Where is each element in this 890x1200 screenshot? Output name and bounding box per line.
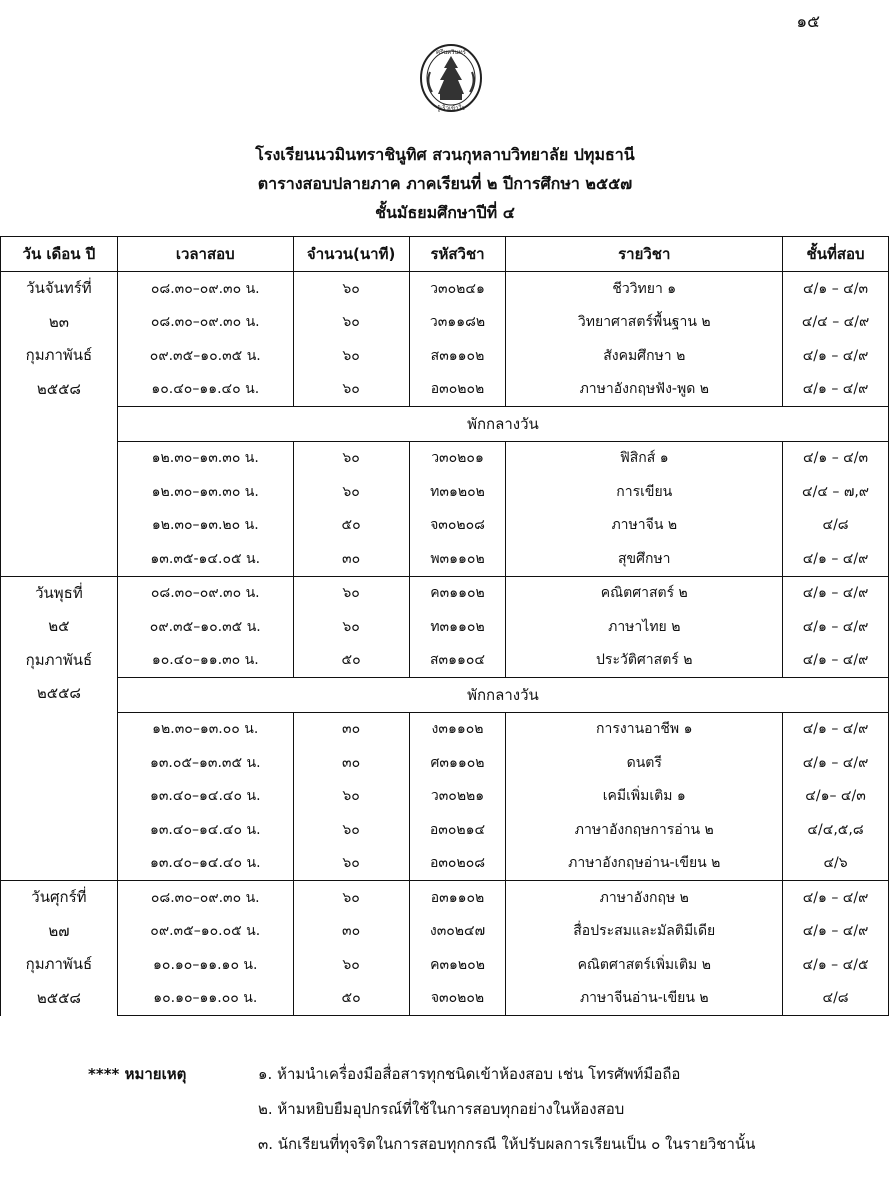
svg-text:ศรีนครินทร์: ศรีนครินทร์ [436,49,466,56]
table-row [1,982,889,1016]
cell-subject: ภาษาอังกฤษอ่าน-เขียน ๒ [506,847,783,881]
cell-code: ว๓๐๒๒๑ [409,780,506,814]
cell-minutes: ๕๐ [293,644,409,678]
cell-code: จ๓๐๒๐๒ [409,982,506,1016]
exam-date-line: ๒๕ [48,617,70,635]
cell-minutes: ๖๐ [293,441,409,475]
cell-subject: ดนตรี [506,746,783,780]
cell-subject: ภาษาอังกฤษ ๒ [506,881,783,915]
cell-minutes: ๖๐ [293,948,409,982]
cell-code: อ๓๐๒๐๒ [409,373,506,407]
cell-subject: การเขียน [506,475,783,509]
lunch-break-row [1,678,889,713]
table-row [1,475,889,509]
table-row [1,746,889,780]
exam-date-cell [1,881,118,1016]
cell-subject: ชีววิทยา ๑ [506,272,783,306]
cell-code: ส๓๑๑๐๒ [409,339,506,373]
cell-time: ๑๓.๓๕-๑๔.๐๕ น. [117,542,293,576]
table-row [1,576,889,610]
exam-date-line: ๒๕๕๘ [36,684,81,702]
table-row [1,272,889,306]
cell-minutes: ๓๐ [293,746,409,780]
cell-code: ค๓๑๑๐๒ [409,576,506,610]
cell-subject: สุขศึกษา [506,542,783,576]
cell-classes: ๔/๑ – ๔/๙ [783,576,889,610]
table-row [1,542,889,576]
table-row [1,306,889,340]
cell-subject: คณิตศาสตร์ ๒ [506,576,783,610]
cell-code: ว๓๐๒๐๑ [409,441,506,475]
cell-code: ศ๓๑๑๐๒ [409,746,506,780]
cell-code: อ๓๐๒๑๔ [409,813,506,847]
note-item: ๓. นักเรียนที่ทุจริตในการสอบทุกกรณี ให้ปรับผลการเรียนเป็น ๐ ในรายวิชานั้น [258,1135,756,1153]
cell-subject: ภาษาไทย ๒ [506,610,783,644]
cell-minutes: ๖๐ [293,339,409,373]
cell-subject: สังคมศึกษา ๒ [506,339,783,373]
cell-classes: ๔/๑ – ๔/๙ [783,542,889,576]
cell-minutes: ๖๐ [293,306,409,340]
cell-minutes: ๖๐ [293,881,409,915]
cell-minutes: ๕๐ [293,982,409,1016]
cell-minutes: ๖๐ [293,813,409,847]
exam-schedule-table [0,236,889,1016]
cell-code: ท๓๑๒๐๒ [409,475,506,509]
svg-text:รู้เร็วเข้าใจ: รู้เร็วเข้าใจ [437,105,465,112]
cell-time: ๑๐.๔๐–๑๑.๓๐ น. [117,644,293,678]
cell-time: ๑๓.๔๐–๑๔.๔๐ น. [117,780,293,814]
cell-code: ง๓๑๑๐๒ [409,712,506,746]
exam-date-line: ๒๕๕๘ [36,379,81,398]
cell-minutes: ๖๐ [293,610,409,644]
cell-time: ๐๙.๓๕–๑๐.๓๕ น. [117,339,293,373]
exam-date-cell [1,272,118,577]
cell-code: อ๓๐๒๐๘ [409,847,506,881]
cell-code: ส๓๑๑๐๔ [409,644,506,678]
cell-classes: ๔/๑ – ๔/๙ [783,881,889,915]
cell-subject: ประวัติศาสตร์ ๒ [506,644,783,678]
cell-code: ว๓๐๒๔๑ [409,272,506,306]
cell-code: อ๓๑๑๐๒ [409,881,506,915]
cell-minutes: ๖๐ [293,847,409,881]
cell-classes: ๔/๑ – ๔/๙ [783,712,889,746]
cell-code: จ๓๐๒๐๘ [409,509,506,543]
exam-date-line: ๒๓ [48,312,69,331]
cell-classes: ๔/๘ [783,982,889,1016]
cell-classes: ๔/๔ – ๗,๙ [783,475,889,509]
cell-classes: ๔/๖ [783,847,889,881]
cell-subject: สื่อประสมและมัลติมีเดีย [506,915,783,949]
column-header: วัน เดือน ปี [1,237,118,272]
cell-classes: ๔/๑ – ๔/๙ [783,373,889,407]
cell-code: พ๓๑๑๐๒ [409,542,506,576]
grade-title: ชั้นมัธยมศึกษาปีที่ ๔ [375,203,515,222]
cell-time: ๑๐.๑๐–๑๑.๑๐ น. [117,948,293,982]
cell-time: ๐๙.๓๕–๑๐.๓๕ น. [117,610,293,644]
cell-time: ๐๙.๓๕–๑๐.๐๕ น. [117,915,293,949]
cell-time: ๑๓.๔๐–๑๔.๔๐ น. [117,847,293,881]
table-row [1,712,889,746]
table-row [1,948,889,982]
cell-classes: ๔/๑ – ๔/๕ [783,948,889,982]
table-row [1,915,889,949]
table-row [1,373,889,407]
cell-minutes: ๖๐ [293,780,409,814]
cell-time: ๑๓.๔๐–๑๔.๔๐ น. [117,813,293,847]
cell-time: ๐๘.๓๐–๐๙.๓๐ น. [117,881,293,915]
column-header: ชั้นที่สอบ [783,237,889,272]
exam-date-line: ๒๕๕๘ [36,988,81,1007]
cell-time: ๐๘.๓๐–๐๙.๓๐ น. [117,272,293,306]
cell-classes: ๔/๘ [783,509,889,543]
cell-time: ๑๐.๔๐–๑๑.๔๐ น. [117,373,293,407]
cell-subject: ภาษาจีนอ่าน-เขียน ๒ [506,982,783,1016]
cell-classes: ๔/๑ – ๔/๙ [783,644,889,678]
column-header: จำนวน(นาที) [293,237,409,272]
column-header: รายวิชา [506,237,783,272]
cell-time: ๐๘.๓๐–๐๙.๓๐ น. [117,576,293,610]
cell-code: ค๓๑๒๐๒ [409,948,506,982]
exam-date-line: กุมภาพันธ์ [25,650,93,669]
page-number: ๑๕ [796,12,820,32]
cell-time: ๑๒.๓๐–๑๓.๐๐ น. [117,712,293,746]
cell-subject: ภาษาอังกฤษการอ่าน ๒ [506,813,783,847]
school-title: โรงเรียนนวมินทราชินูทิศ สวนกุหลาบวิทยาลัย ปทุมธานี [255,145,635,164]
cell-minutes: ๖๐ [293,576,409,610]
exam-title: ตารางสอบปลายภาค ภาคเรียนที่ ๒ ปีการศึกษา ๒๕๕๗ [257,174,633,193]
table-row [1,813,889,847]
table-row [1,339,889,373]
document-header [0,140,890,227]
cell-minutes: ๖๐ [293,475,409,509]
cell-time: ๑๓.๐๕–๑๓.๓๕ น. [117,746,293,780]
cell-subject: ภาษาจีน ๒ [506,509,783,543]
cell-code: ว๓๑๑๘๒ [409,306,506,340]
cell-time: ๑๒.๓๐–๑๓.๓๐ น. [117,441,293,475]
cell-subject: คณิตศาสตร์เพิ่มเติม ๒ [506,948,783,982]
cell-time: ๑๒.๓๐–๑๓.๒๐ น. [117,509,293,543]
column-header: เวลาสอบ [117,237,293,272]
cell-classes: ๔/๑– ๔/๓ [783,780,889,814]
table-row [1,881,889,915]
exam-date-line: วันศุกร์ที่ [31,888,87,906]
schedule-body [1,272,889,1016]
cell-time: ๐๘.๓๐–๐๙.๓๐ น. [117,306,293,340]
notes-label: **** หมายเหตุ [88,1065,187,1083]
table-row [1,509,889,543]
cell-classes: ๔/๑ – ๔/๙ [783,915,889,949]
cell-minutes: ๓๐ [293,542,409,576]
cell-minutes: ๖๐ [293,272,409,306]
exam-date-line: ๒๗ [48,921,70,940]
table-row [1,441,889,475]
cell-classes: ๔/๔ – ๔/๙ [783,306,889,340]
cell-minutes: ๓๐ [293,915,409,949]
lunch-break-label: พักกลางวัน [117,678,888,713]
cell-classes: ๔/๑ – ๔/๓ [783,441,889,475]
note-item: ๒. ห้ามหยิบยืมอุปกรณ์ที่ใช้ในการสอบทุกอย่างในห้องสอบ [258,1100,625,1118]
exam-date-line: วันจันทร์ที่ [26,279,92,297]
cell-subject: ฟิสิกส์ ๑ [506,441,783,475]
school-seal-icon [418,42,484,114]
lunch-break-row [1,407,889,442]
table-row [1,780,889,814]
column-header: รหัสวิชา [409,237,506,272]
exam-date-line: กุมภาพันธ์ [25,955,93,973]
table-header-row [1,237,889,272]
cell-minutes: ๕๐ [293,509,409,543]
exam-date-cell [1,576,118,881]
lunch-break-label: พักกลางวัน [117,407,888,442]
table-row [1,610,889,644]
cell-classes: ๔/๑ – ๔/๙ [783,610,889,644]
cell-minutes: ๓๐ [293,712,409,746]
note-item: ๑. ห้ามนำเครื่องมือสื่อสารทุกชนิดเข้าห้องสอบ เช่น โทรศัพท์มือถือ [258,1065,681,1083]
cell-subject: วิทยาศาสตร์พื้นฐาน ๒ [506,306,783,340]
cell-subject: การงานอาชีพ ๑ [506,712,783,746]
exam-date-line: วันพุธที่ [35,583,83,602]
cell-classes: ๔/๑ – ๔/๓ [783,272,889,306]
cell-subject: ภาษาอังกฤษฟัง-พูด ๒ [506,373,783,407]
exam-date-line: กุมภาพันธ์ [25,346,93,364]
cell-minutes: ๖๐ [293,373,409,407]
cell-classes: ๔/๑ – ๔/๙ [783,339,889,373]
cell-classes: ๔/๔,๕,๘ [783,813,889,847]
cell-classes: ๔/๑ – ๔/๙ [783,746,889,780]
cell-time: ๑๐.๑๐–๑๑.๐๐ น. [117,982,293,1016]
table-row [1,644,889,678]
cell-time: ๑๒.๓๐–๑๓.๓๐ น. [117,475,293,509]
cell-code: ง๓๐๒๔๗ [409,915,506,949]
cell-subject: เคมีเพิ่มเติม ๑ [506,780,783,814]
table-row [1,847,889,881]
cell-code: ท๓๑๑๐๒ [409,610,506,644]
